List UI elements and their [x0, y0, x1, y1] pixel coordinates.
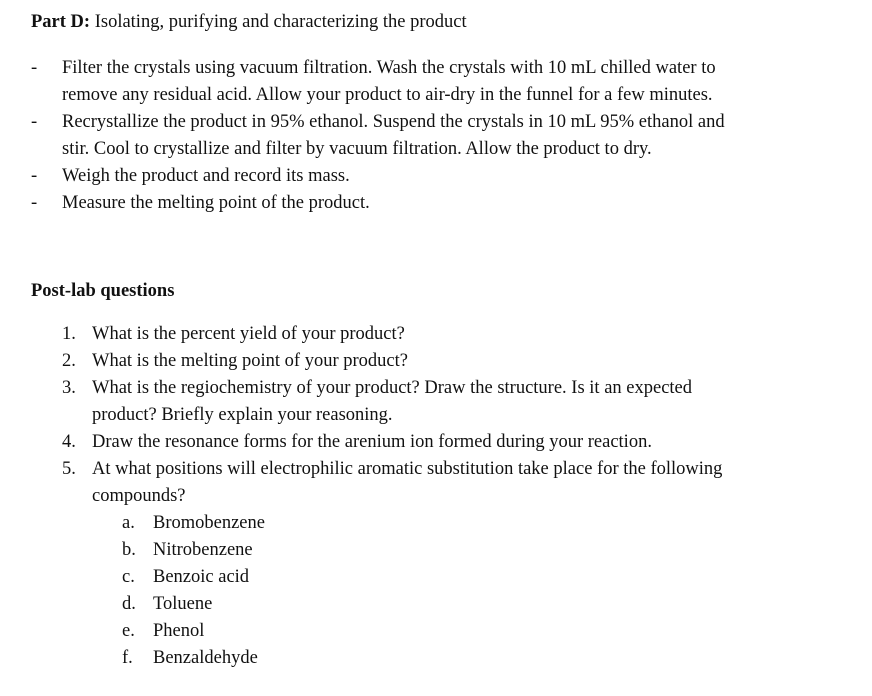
bullet-text-line: Weigh the product and record its mass.: [62, 166, 350, 186]
question-number: 1.: [62, 324, 76, 344]
question-number: 3.: [62, 378, 76, 398]
question-number: 4.: [62, 432, 76, 452]
bullet-text-line: Measure the melting point of the product.: [62, 193, 370, 213]
bullet-text-line: remove any residual acid. Allow your product to air-dry in the funnel for a few minutes.: [62, 85, 713, 105]
question-text-line: What is the regiochemistry of your product? Draw the structure. Is it an expected: [92, 378, 693, 398]
question-text-line: product? Briefly explain your reasoning.: [92, 405, 393, 425]
question-number: 5.: [62, 459, 76, 479]
part-d-heading: [31, 12, 467, 33]
sub-item-letter: a.: [122, 513, 135, 533]
sub-item-text: Nitrobenzene: [153, 540, 253, 560]
bullet-text-line: stir. Cool to crystallize and filter by vacuum filtration. Allow the product to dry.: [62, 139, 652, 159]
part-d-title: Isolating, purifying and characterizing the product: [94, 12, 467, 32]
sub-item-text: Benzoic acid: [153, 567, 250, 587]
sub-item-letter: f.: [122, 648, 133, 668]
part-d-label: Part D:: [31, 12, 91, 32]
question-text-line: compounds?: [92, 486, 186, 506]
question-text-line: What is the percent yield of your product?: [92, 324, 405, 344]
sub-item-text: Bromobenzene: [153, 513, 265, 533]
sub-item-letter: c.: [122, 567, 135, 587]
question-text-line: At what positions will electrophilic aromatic substitution take place for the following: [92, 459, 723, 479]
sub-item-letter: b.: [122, 540, 136, 560]
question-text-line: Draw the resonance forms for the arenium ion formed during your reaction.: [92, 432, 652, 452]
sub-item-text: Phenol: [153, 621, 205, 641]
sub-item-letter: d.: [122, 594, 136, 614]
bullet-marker: -: [31, 166, 38, 186]
question-number: 2.: [62, 351, 76, 371]
bullet-marker: -: [31, 58, 38, 78]
sub-item-letter: e.: [122, 621, 135, 641]
bullet-text-line: Filter the crystals using vacuum filtration. Wash the crystals with 10 mL chilled water to: [62, 58, 716, 78]
question-text-line: What is the melting point of your product?: [92, 351, 408, 371]
sub-item-text: Toluene: [153, 594, 213, 614]
post-lab-heading: [31, 281, 174, 302]
bullet-marker: -: [31, 193, 38, 213]
bullet-marker: -: [31, 112, 38, 132]
post-lab-title: Post-lab questions: [31, 281, 175, 301]
sub-item-text: Benzaldehyde: [153, 648, 258, 668]
bullet-text-line: Recrystallize the product in 95% ethanol. Suspend the crystals in 10 mL 95% ethanol and: [62, 112, 725, 132]
